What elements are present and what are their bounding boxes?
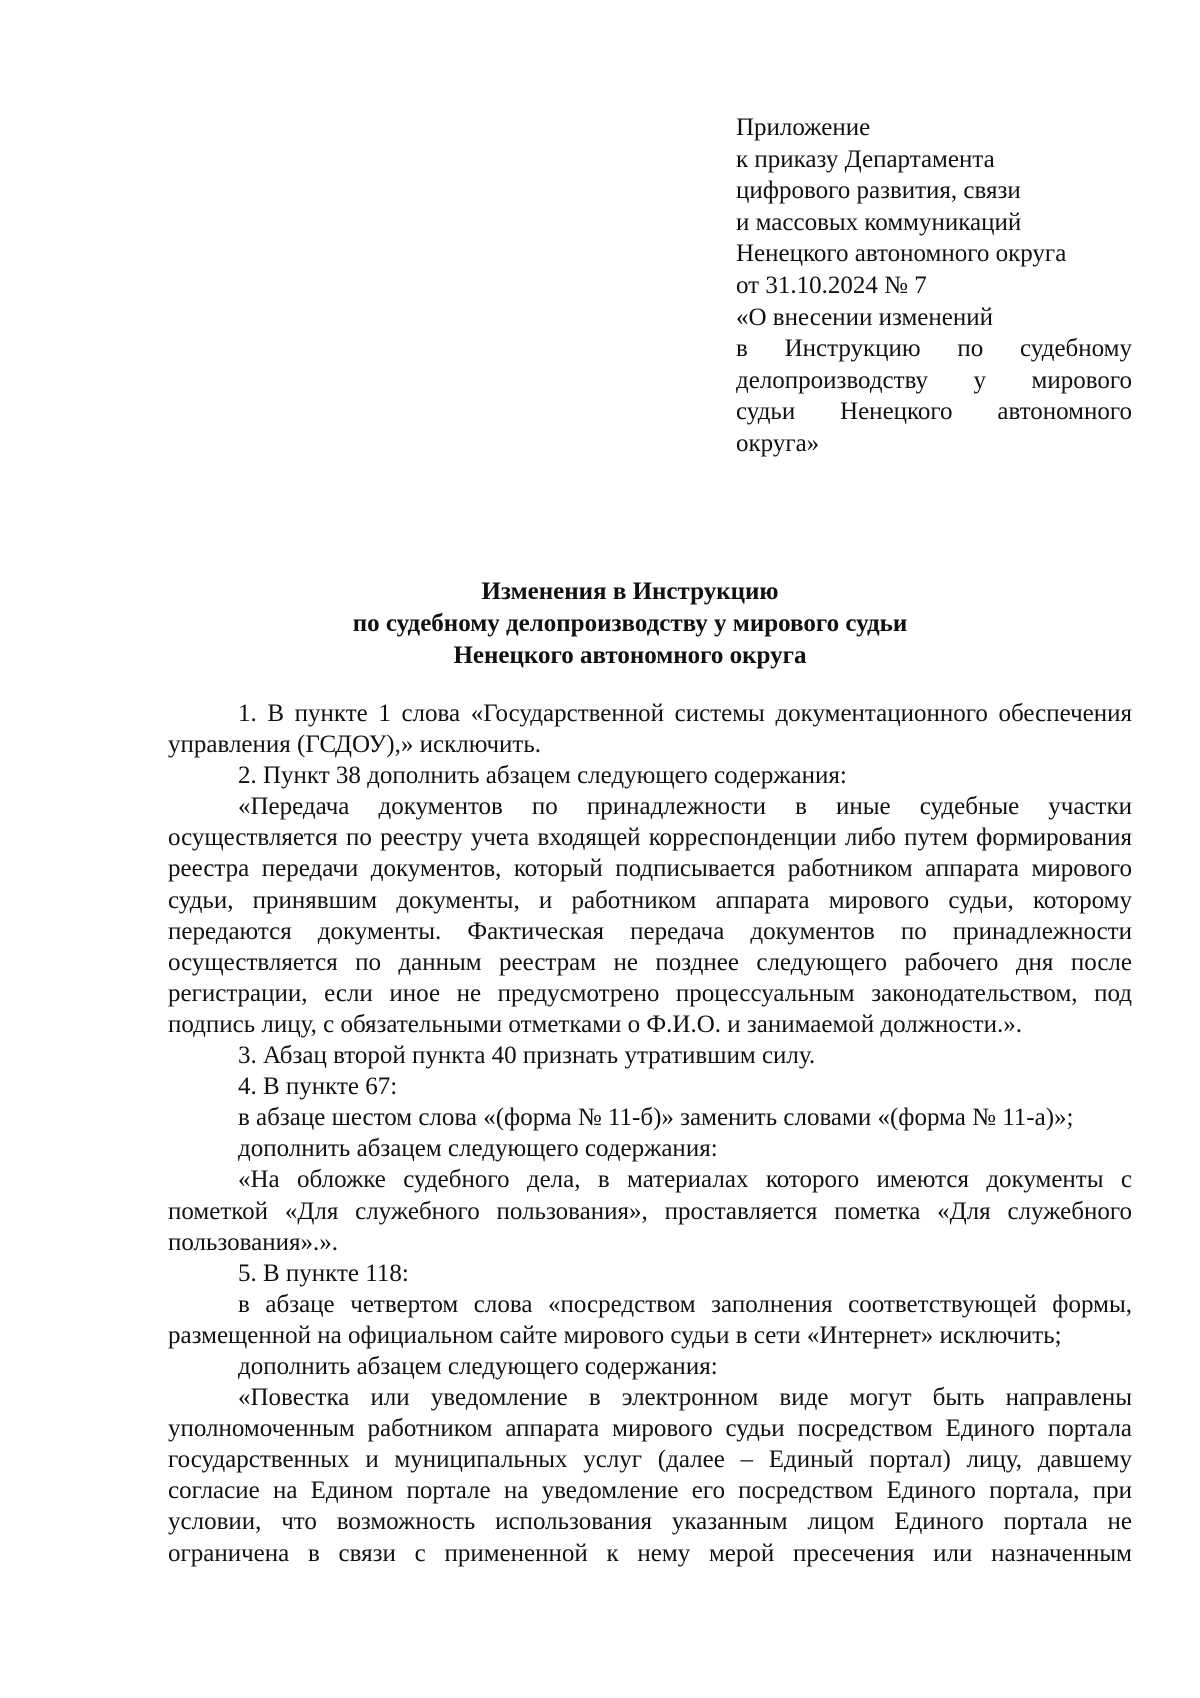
approval-line: округа» <box>736 429 820 457</box>
approval-line: от 31.10.2024 № 7 <box>736 271 927 299</box>
approval-line: Приложение <box>736 114 871 141</box>
approval-line: «О внесении изменений <box>736 303 994 331</box>
paragraph-item-5-sub1: в абзаце четвертом слова «посредством заполнения соответствующей формы, размещенной на официальном сайте мирового судьи в сети «Интернет» исключить; <box>168 1290 1132 1349</box>
title-line: Ненецкого автономного округа <box>453 642 807 669</box>
approval-block <box>736 112 1132 460</box>
approval-line: к приказу Департамента <box>736 145 995 173</box>
paragraph-item-5: 5. В пункте 118: <box>238 1259 409 1287</box>
title-line: по судебному делопроизводству у мирового судьи <box>352 610 908 637</box>
paragraph-item-2: 2. Пункт 38 дополнить абзацем следующего содержания: <box>238 762 847 790</box>
paragraph-item-5-sub2: дополнить абзацем следующего содержания: <box>238 1352 718 1380</box>
title-line: Изменения в Инструкцию <box>481 578 779 605</box>
paragraph-quote-notice: «Повестка или уведомление в электронном виде могут быть направлены уполномоченным работником аппарата мирового судьи посредством Единого портала государственных и муниципальных услуг (далее – Единый портал) лицу, давшему согласие на Едином портале на уведомление его посредством Единого портала, при условии, что возможность использования указанным лицом Единого портала не ограничена в связи с примененной к нему мерой пресечения или назначенным <box>168 1384 1132 1567</box>
paragraph-item-3: 3. Абзац второй пункта 40 признать утратившим силу. <box>238 1042 816 1070</box>
approval-line: в Инструкцию по судебному <box>736 335 1132 363</box>
document-body <box>168 698 1132 1569</box>
paragraph-item-1: 1. В пункте 1 слова «Государственной системы документационного обеспечения управления (ГСДОУ),» исключить. <box>168 700 1132 759</box>
approval-line: и массовых коммуникаций <box>736 208 1022 236</box>
paragraph-item-4-sub1: в абзаце шестом слова «(форма № 11-б)» заменить словами «(форма № 11-а)»; <box>238 1104 1074 1132</box>
paragraph-item-4: 4. В пункте 67: <box>238 1073 398 1101</box>
paragraph-quote-cover: «На обложке судебного дела, в материалах которого имеются документы с пометкой «Для служебного пользования», проставляется пометка «Для служебного пользования».». <box>168 1166 1132 1256</box>
paragraph-item-4-sub2: дополнить абзацем следующего содержания: <box>238 1135 718 1163</box>
approval-line: делопроизводству у мирового <box>736 366 1132 394</box>
approval-line: Ненецкого автономного округа <box>736 240 1067 268</box>
document-title <box>160 576 1100 672</box>
approval-line: цифрового развития, связи <box>736 177 1021 205</box>
paragraph-quote-transfer: «Передача документов по принадлежности в иные судебные участки осуществляется по реестру учета входящей корреспонденции либо путем формирования реестра передачи документов, который подписывается работником аппарата мирового судьи, принявшим документы, и работником аппарата мирового судьи, которому передаются документы. Фактическая передача документов по принадлежности осуществляется по данным реестрам не позднее следующего рабочего дня после регистрации, если иное не предусмотрено процессуальным законодательством, под подпись лицу, с обязательными отметками о Ф.И.О. и занимаемой должности.». <box>168 793 1132 1038</box>
approval-line: судьи Ненецкого автономного <box>736 398 1132 426</box>
